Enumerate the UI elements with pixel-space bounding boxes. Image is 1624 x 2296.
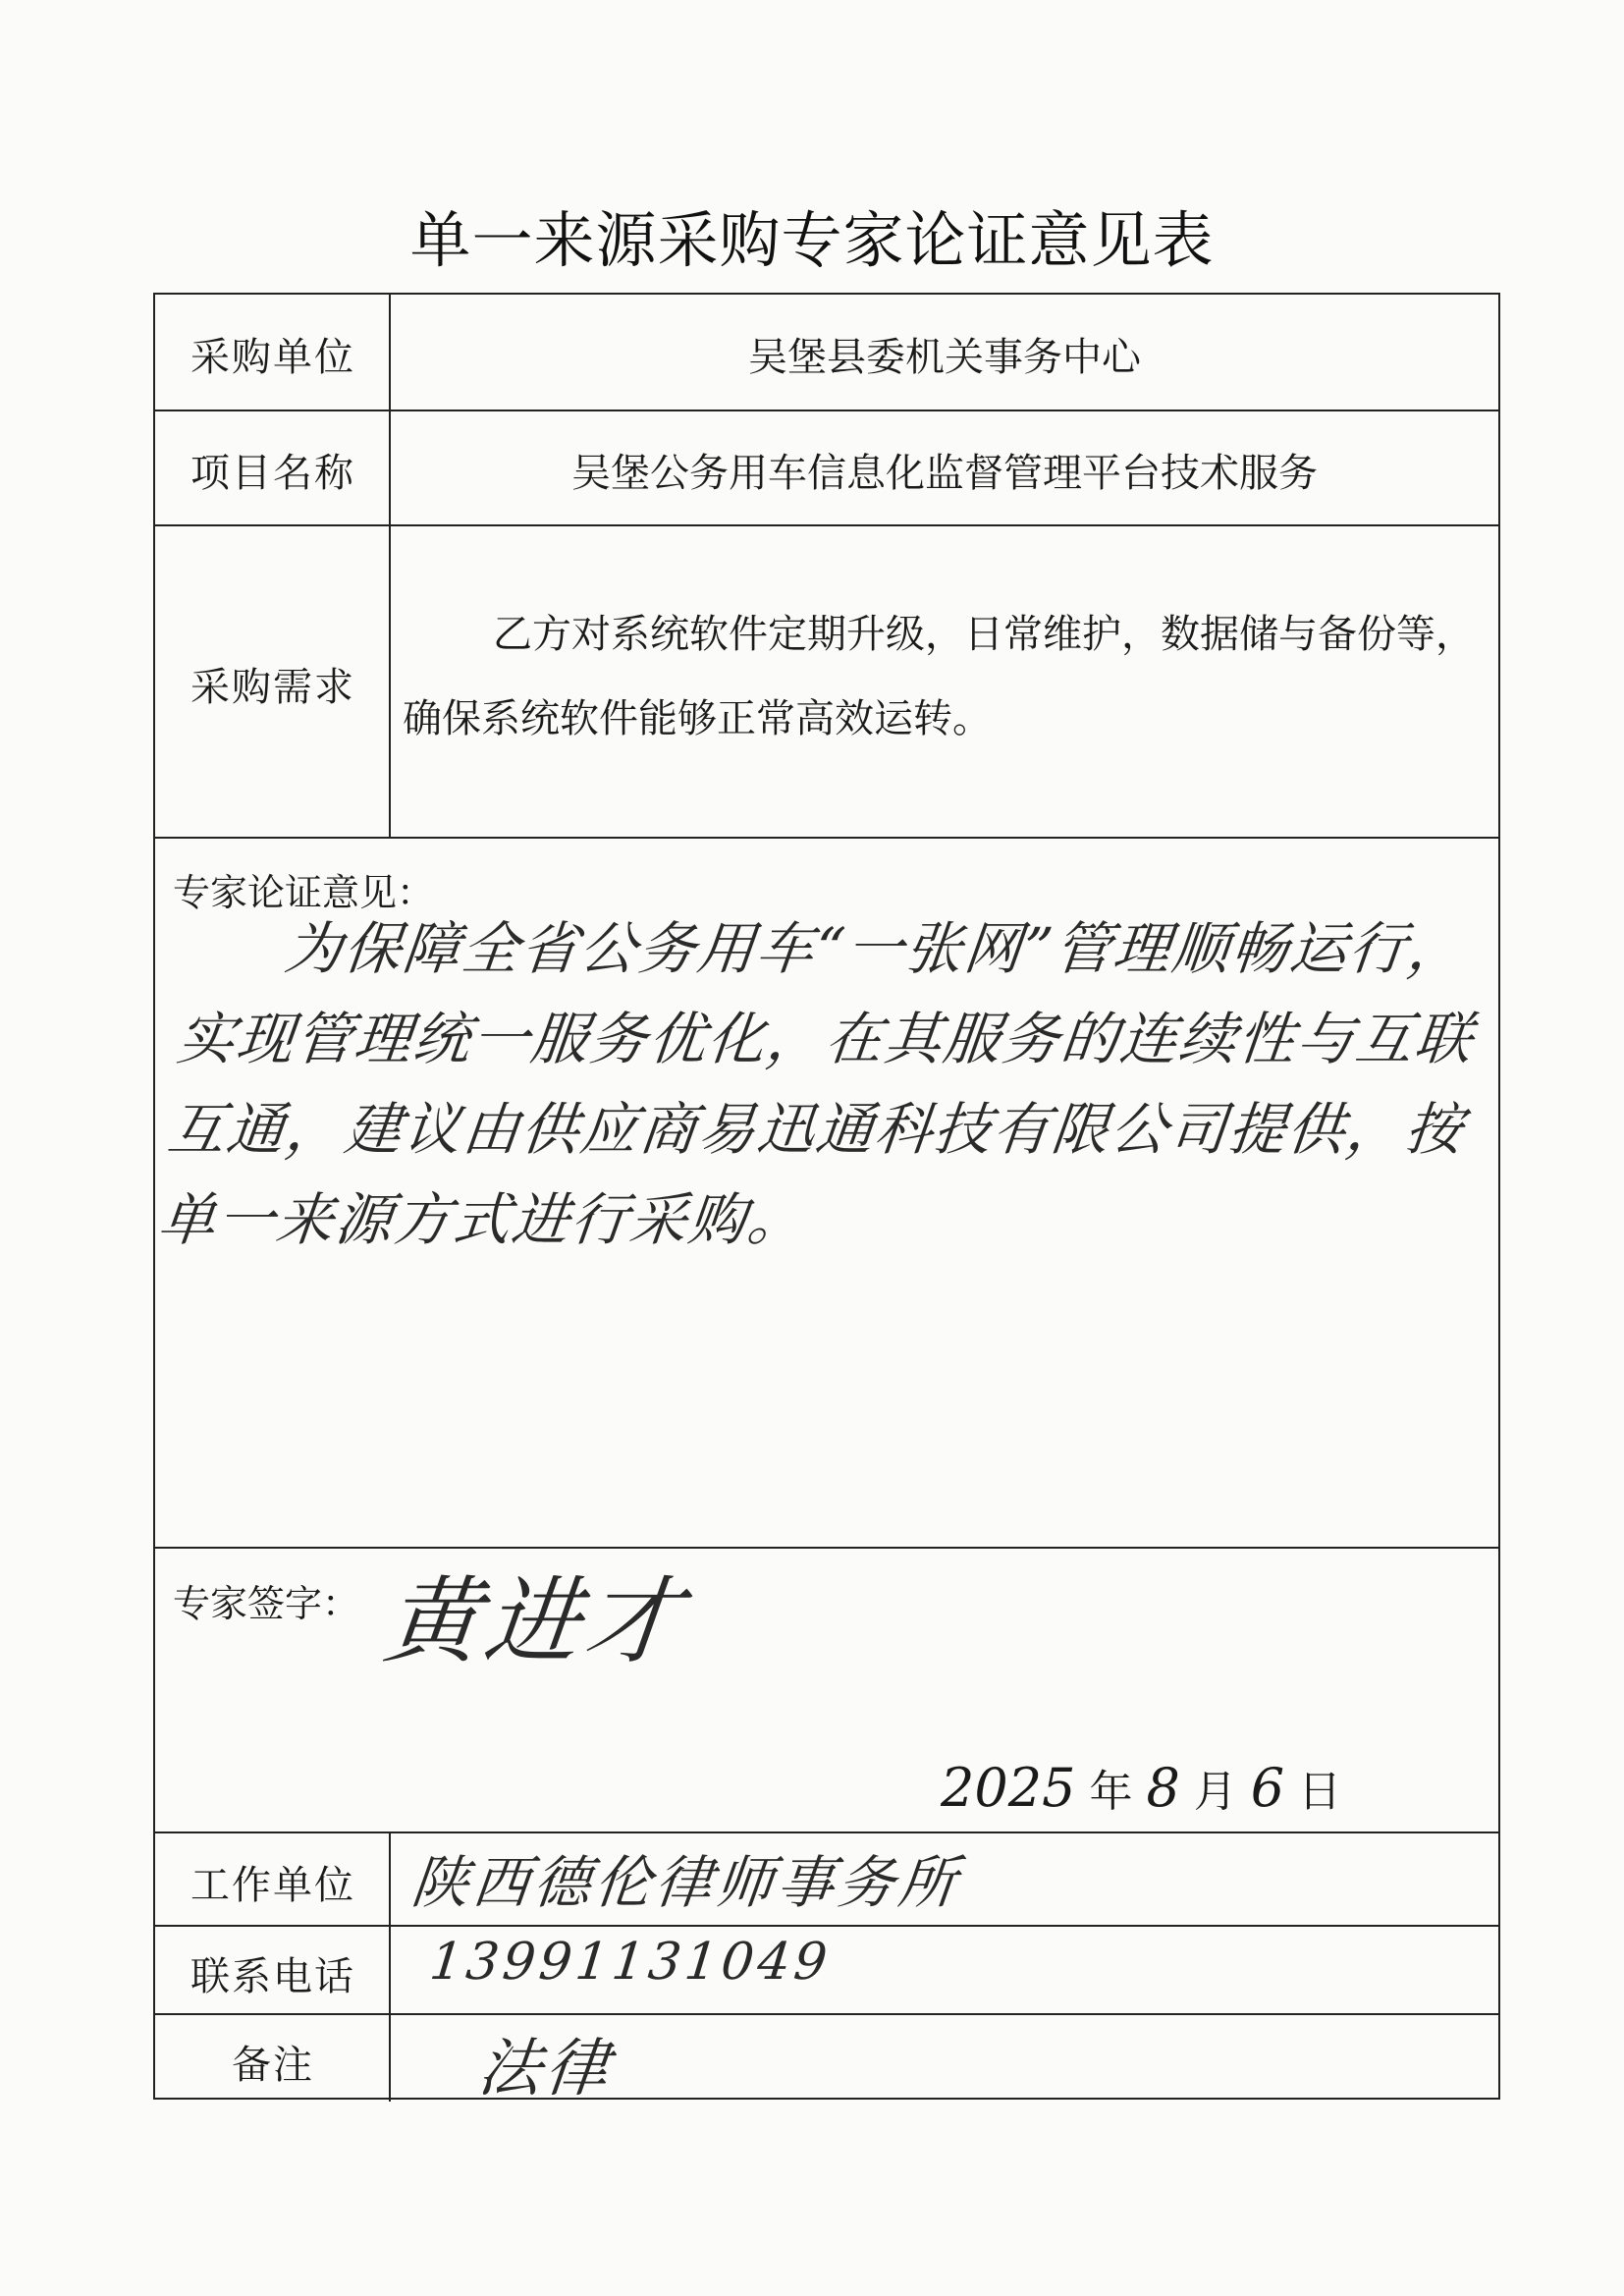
row-divider — [155, 524, 1498, 526]
row-divider — [155, 410, 1498, 411]
row-divider — [155, 2013, 1498, 2015]
date-day-unit: 日 — [1298, 1767, 1342, 1817]
remark-label: 备注 — [232, 2043, 314, 2088]
opinion-handwritten: 为保障全省公务用车“一张网”管理顺畅运行，实现管理统一服务优化，在其服务的连续性与互联互通，建议由供应商易迅通科技有限公司提供，按单一来源方式进行采购。 — [154, 915, 1478, 1253]
requirement-value: 乙方对系统软件定期升级，日常维护，数据储与备份等，确保系统软件能够正常高效运转。 — [403, 612, 1475, 741]
phone-value: 13991131049 — [426, 1933, 835, 1992]
opinion-form — [153, 293, 1500, 2105]
date-day: 6 — [1250, 1757, 1285, 1819]
date-month: 8 — [1146, 1757, 1180, 1819]
phone-label: 联系电话 — [190, 1954, 355, 1999]
row-divider — [155, 1547, 1498, 1549]
expert-signature: 黄进才 — [379, 1566, 692, 1676]
purchaser-value: 吴堡县委机关事务中心 — [748, 335, 1141, 380]
opinion-label: 专家论证意见： — [173, 871, 435, 914]
row-divider — [155, 1831, 1498, 1833]
work-unit-label: 工作单位 — [190, 1863, 355, 1908]
remark-value: 法律 — [474, 2033, 617, 2105]
form-title: 单一来源采购专家论证意见表 — [409, 204, 1215, 276]
date-year: 2025 — [941, 1757, 1076, 1819]
project-label: 项目名称 — [190, 451, 355, 496]
date-year-unit: 年 — [1089, 1767, 1133, 1817]
row-divider — [155, 837, 1498, 839]
project-value: 吴堡公务用车信息化监督管理平台技术服务 — [571, 451, 1318, 496]
signature-label: 专家签字： — [173, 1582, 360, 1625]
work-unit-value: 陕西德伦律师事务所 — [407, 1849, 964, 1916]
row-divider — [155, 1925, 1498, 1927]
requirement-label: 采购需求 — [190, 665, 355, 710]
signature-date — [941, 1756, 1355, 1819]
purchaser-label: 采购单位 — [190, 335, 355, 380]
date-month-unit: 月 — [1193, 1767, 1237, 1817]
